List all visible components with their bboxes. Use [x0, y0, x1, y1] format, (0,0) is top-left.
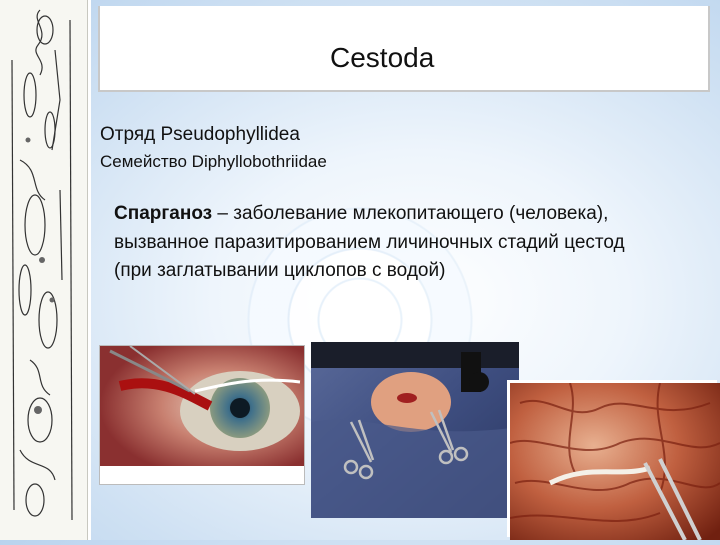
- parasite-drawings-icon: [0, 0, 88, 540]
- definition-term: Спарганоз: [114, 203, 213, 224]
- surgical-draping-photo: [311, 342, 519, 518]
- title-box: [98, 6, 710, 92]
- slide-title: Cestoda: [330, 42, 435, 73]
- taxonomic-order: Отряд Pseudophyllidea: [100, 124, 300, 145]
- eye-surgery-photo: [100, 346, 304, 484]
- definition-paragraph: [114, 200, 654, 286]
- brain-worm-photo: [510, 383, 720, 540]
- decorative-parasite-illustration-strip: [0, 0, 91, 540]
- taxonomic-family: Семейство Diphyllobothriidae: [100, 152, 327, 171]
- definition-text: – заболевание млекопитающего (человека), вызванное паразитированием личиночных стадий цестод (при заглатывании циклопов с водой): [114, 203, 625, 281]
